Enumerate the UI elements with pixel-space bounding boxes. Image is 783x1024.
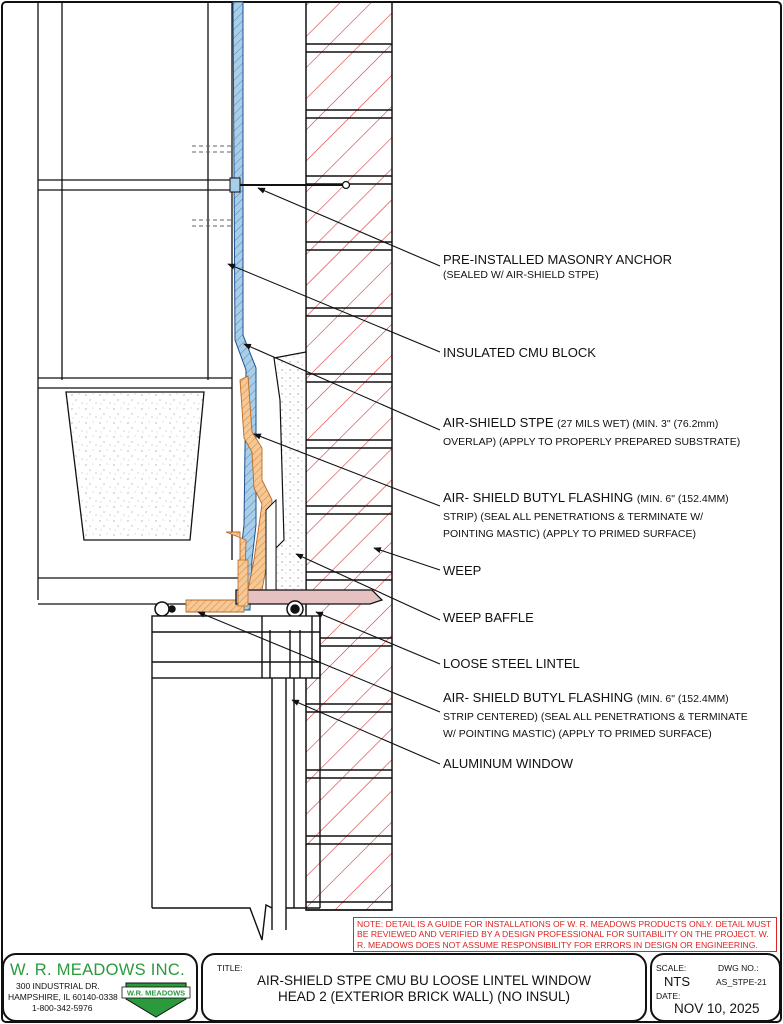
- brick-wall: [306, 2, 392, 910]
- disclaimer-note: NOTE: DETAIL IS A GUIDE FOR INSTALLATIONS OF W. R. MEADOWS PRODUCTS ONLY. DETAIL MUST BE REVIEWED AND VERIFIED BY A DESIGN PROFESSIONAL FOR SUITABILITY ON THE PROJECT. W. R. MEADOWS DOES NOT ASSUME RESPONSIBILITY FOR ERRORS IN DESIGN OR ENGINEERING.: [353, 917, 777, 952]
- scale-value: NTS: [664, 974, 690, 989]
- aluminum-window: [152, 616, 320, 940]
- callout-cmu-block: INSULATED CMU BLOCK: [443, 345, 596, 360]
- dwg-no-value: AS_STPE-21: [716, 977, 767, 987]
- title-box: [201, 953, 647, 1022]
- callout-steel-lintel: LOOSE STEEL LINTEL: [443, 656, 580, 671]
- date-value: NOV 10, 2025: [674, 1001, 760, 1016]
- callout-masonry-anchor: PRE-INSTALLED MASONRY ANCHOR (SEALED W/ AIR-SHIELD STPE): [443, 252, 672, 281]
- address-line-2: HAMPSHIRE, IL 60140-0338: [8, 992, 118, 1002]
- company-box: [2, 953, 198, 1022]
- company-logo: [120, 979, 192, 1019]
- callout-weep: WEEP: [443, 563, 482, 578]
- drawing-info-box: [650, 953, 781, 1022]
- drawing-title: AIR-SHIELD STPE CMU BU LOOSE LINTEL WINDOW HEAD 2 (EXTERIOR BRICK WALL) (NO INSUL): [256, 973, 592, 1004]
- air-shield-membrane: [233, 2, 256, 610]
- date-label: DATE:: [656, 991, 681, 1001]
- dwg-no-label: DWG NO.:: [718, 963, 759, 973]
- phone-number: 1-800-342-5976: [32, 1003, 93, 1013]
- title-block: [0, 953, 783, 1024]
- callout-air-shield-stpe: AIR-SHIELD STPE (27 MILS WET) (MIN. 3" (76.2mm) OVERLAP) (APPLY TO PROPERLY PREPARED SUBSTRATE): [443, 415, 741, 448]
- scale-label: SCALE:: [656, 963, 687, 973]
- cmu-block: [38, 2, 242, 604]
- svg-text:W.R. MEADOWS: W.R. MEADOWS: [126, 988, 186, 998]
- callout-butyl-flashing-upper: AIR- SHIELD BUTYL FLASHING (MIN. 6" (152.4MM) STRIP) (SEAL ALL PENETRATIONS & TERMINATE W/ POINTING MASTIC) (APPLY TO PRIMED SURFACE): [443, 490, 729, 540]
- callout-butyl-flashing-lower: AIR- SHIELD BUTYL FLASHING (MIN. 6" (152.4MM) STRIP CENTERED) (SEAL ALL PENETRATIONS & TERMINATE W/ POINTING MASTIC) (APPLY TO PRIMED SURFACE): [443, 690, 748, 740]
- company-name: W. R. MEADOWS INC.: [10, 961, 185, 979]
- title-label: TITLE:: [217, 963, 243, 973]
- address-line-1: 300 INDUSTRIAL DR.: [16, 981, 100, 991]
- callout-aluminum-window: ALUMINUM WINDOW: [443, 756, 573, 771]
- callout-weep-baffle: WEEP BAFFLE: [443, 610, 534, 625]
